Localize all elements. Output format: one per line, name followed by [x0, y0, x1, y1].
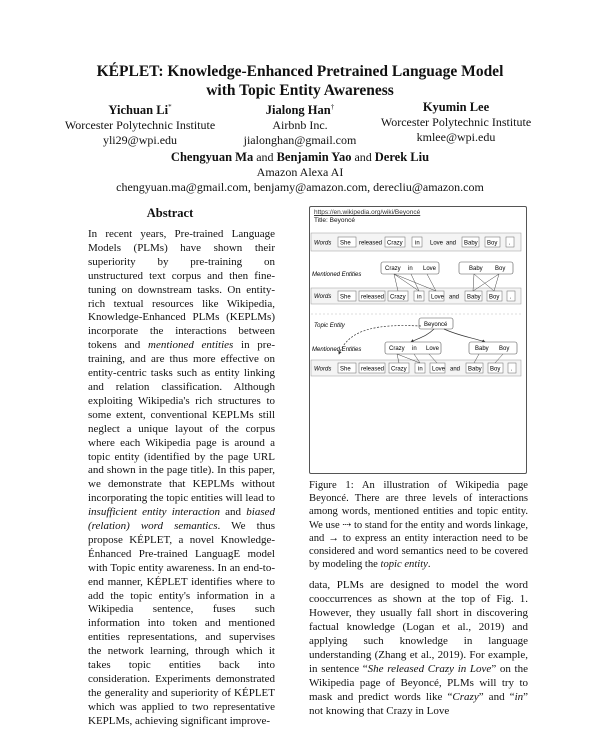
svg-text:Love: Love: [431, 294, 445, 301]
svg-text:in: in: [417, 294, 422, 301]
row-label-words-3: Words: [314, 366, 332, 373]
row-label-mentioned-1: Mentioned Entities: [312, 272, 362, 278]
svg-text:Love: Love: [423, 266, 437, 272]
word-period: .: [508, 240, 511, 247]
svg-text:Baby: Baby: [468, 366, 482, 373]
svg-text:in: in: [418, 366, 423, 373]
word-crazy: Crazy: [387, 240, 403, 247]
word-in: in: [415, 240, 420, 247]
title-line-2: with Topic Entity Awareness: [206, 82, 394, 99]
topic-link-crazy: [411, 329, 434, 342]
word-baby: Baby: [464, 240, 478, 247]
svg-text:released: released: [361, 294, 385, 301]
author-3: [356, 100, 556, 145]
abstract-heading: Abstract: [146, 206, 194, 220]
figure-caption: Figure 1: An illustration of Wikipedia page Beyoncé. There are three levels of interactions among words, mentioned entities and topic entity. We use ⇢ to stand for the entity and words linkage, and → to express an entity interaction need to be considered and word semantics need to be covered by modeling the topic entity.: [309, 480, 528, 571]
author-block-2: [0, 150, 600, 195]
author-2-affiliation: Airbnb Inc.: [272, 118, 328, 133]
svg-text:Boy: Boy: [490, 366, 501, 373]
svg-text:in: in: [408, 266, 413, 272]
word-released: released: [359, 240, 383, 247]
svg-text:Boy: Boy: [499, 346, 510, 352]
svg-text:Crazy: Crazy: [389, 346, 405, 352]
author-3-email: kmlee@wpi.edu: [416, 130, 496, 144]
svg-text:Crazy: Crazy: [385, 266, 401, 272]
amazon-affiliation: Amazon Alexa AI: [256, 165, 344, 179]
body-text-right: data, PLMs are designed to model the word cooccurrences as shown at the top of Fig. 1. However, they usually fall short in discovering factual knowledge (Logan et al., 2019) and applying such knowledge in language understanding (Zhang et al., 2019). For example, in sentence “She released Crazy in Love” on the Wikipedia page of Beyoncé, PLMs will try to mask and predict words like “Crazy” and “in” not knowing that Crazy in Love: [309, 579, 529, 717]
author-1-mark: *: [168, 103, 172, 111]
svg-text:She: She: [340, 366, 351, 373]
figure-page-title: Title: Beyoncé: [314, 217, 355, 224]
word-she: She: [340, 240, 351, 247]
author-6-name: Derek Liu: [374, 150, 430, 164]
row-label-words-2: Words: [314, 294, 332, 300]
svg-text:Boy: Boy: [489, 294, 500, 301]
svg-text:Crazy: Crazy: [391, 366, 407, 373]
row-label-topic-entity: Topic Entity: [314, 323, 345, 329]
svg-text:.: .: [509, 294, 512, 301]
word-and: and: [446, 240, 457, 247]
svg-text:Crazy: Crazy: [390, 294, 406, 301]
figure-url: https://en.wikipedia.org/wiki/Beyoncé: [314, 209, 421, 216]
author-1-email: yli29@wpi.edu: [102, 133, 178, 148]
svg-text:Love: Love: [432, 366, 446, 373]
author-2-email: jialonghan@gmail.com: [243, 133, 357, 148]
author-5-name: Benjamin Yao: [276, 150, 352, 164]
svg-text:Baby: Baby: [475, 346, 489, 352]
svg-text:Baby: Baby: [469, 266, 483, 272]
author-3-affiliation: Worcester Polytechnic Institute: [380, 115, 532, 129]
author-4-name: Chengyuan Ma: [170, 150, 254, 164]
and-2: and: [354, 150, 372, 164]
word-love: Love: [430, 240, 444, 247]
paper-title: [0, 62, 600, 100]
topic-link-babyboy: [444, 329, 485, 342]
abstract-text: In recent years, Pre-trained Language Models (PLMs) have shown their superiority by pre-training on unstructured text corpus and then fine-tuning on downstream tasks. On entity-rich textual resources like Wikipedia, Knowledge-Enhanced PLMs (KEPLMs) incorporate the interactions between tokens and mentioned entities in pre-training, and are thus more effective on entity-centric tasks such as entity linking and relation classification. Although exploiting Wikipedia's rich structures to some extent, conventional KEPLMs still neglect a unique layout of the corpus where each Wikipedia page is around a topic entity (identified by the page URL and shown in the page title). In this paper, we demonstrate that KEPLMs without incorporating the topic entities will lead to insufficient entity interaction and biased (relation) word semantics. We thus propose KÉPLET, a novel Knowledge-Énhanced Pre-trained LanguagE model with Topic entity awareness. In an end-to-end manner, KÉPLET identifies where to add the topic entity's information in a Wikipedia sentence, fuses such information into token and mentioned entities representations, and supervises the network learning, through which it takes topic entities back into consideration. Experiments demonstrated the generality and superiority of KÉPLET which was applied to two representative KEPLMs, achieving significant improve-: [88, 228, 276, 727]
svg-text:in: in: [412, 346, 417, 352]
author-2-name: Jialong Han: [265, 103, 331, 118]
topic-entity-label: Beyoncé: [424, 322, 448, 328]
svg-text:.: .: [510, 366, 513, 373]
and-1: and: [256, 150, 274, 164]
svg-text:Boy: Boy: [495, 266, 506, 272]
svg-text:Baby: Baby: [467, 294, 481, 301]
author-2-mark: †: [330, 103, 335, 111]
svg-text:and: and: [449, 294, 460, 301]
author-3-name: Kyumin Lee: [422, 100, 490, 114]
figure-diagram: [309, 226, 527, 474]
title-line-1: KÉPLET: Knowledge-Enhanced Pretrained Language Model: [96, 63, 504, 80]
row-label-mentioned-2: Mentioned Entities: [312, 347, 362, 353]
svg-text:Love: Love: [426, 346, 440, 352]
svg-text:She: She: [340, 294, 351, 301]
row-label-words-1: Words: [314, 240, 332, 247]
svg-text:released: released: [361, 366, 385, 373]
author-1-affiliation: Worcester Polytechnic Institute: [64, 118, 216, 133]
svg-text:and: and: [450, 366, 461, 373]
word-boy: Boy: [487, 240, 498, 247]
amazon-emails: chengyuan.ma@gmail.com, benjamy@amazon.com, derecliu@amazon.com: [116, 180, 484, 194]
author-1-name: Yichuan Li: [108, 103, 169, 118]
